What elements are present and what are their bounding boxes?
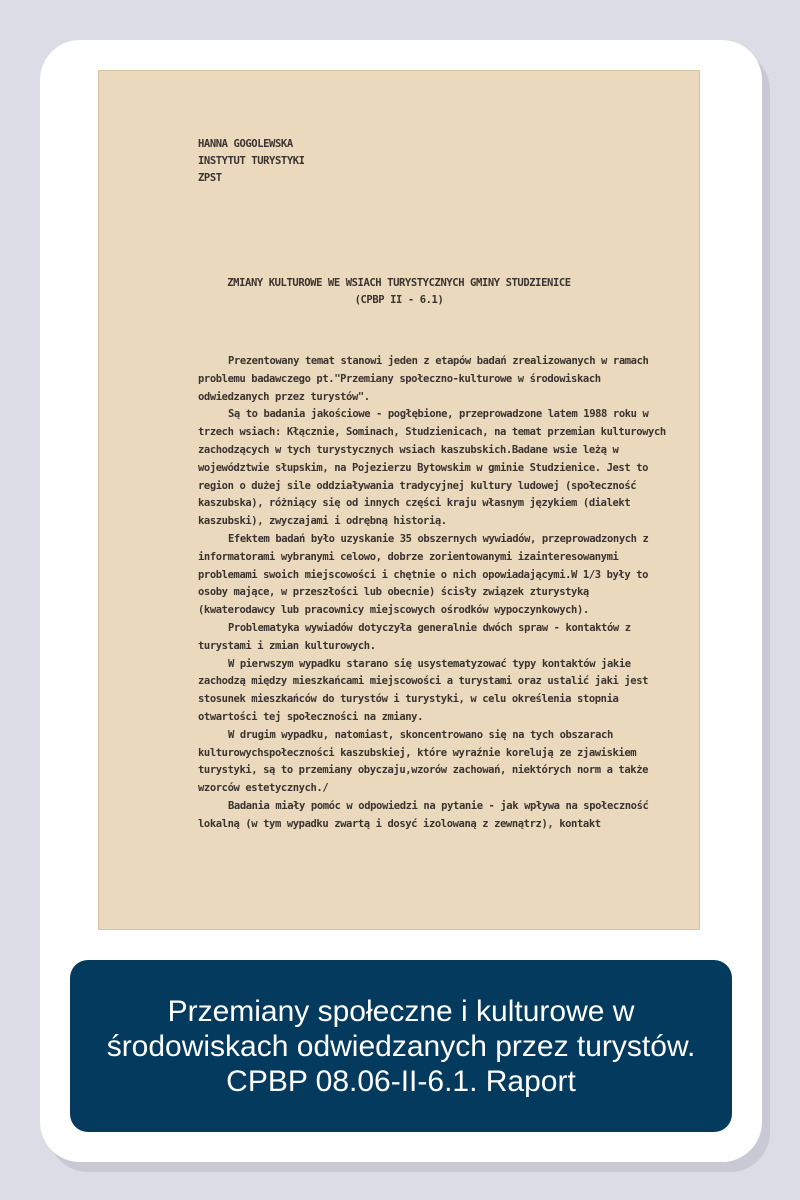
paragraph: W pierwszym wypadku starano się usystematyzować typy kontaktów jakie zachodzą między mieszkańcami miejscowości a turystami oraz ustalić jaki jest stosunek mieszkańców do turystów i turystyki, w celu określenia stopnia otwartości tej społeczności na zmiany.: [198, 657, 649, 723]
document-title-block: [98, 275, 700, 309]
caption-text: Przemiany społeczne i kulturowe w środowiskach odwiedzanych przez turystów. CPBP 08.06-II-6.1. Raport: [106, 994, 696, 1098]
author-name: HANNA GOGOLEWSKA: [198, 138, 293, 150]
paragraph: W drugim wypadku, natomiast, skoncentrowano się na tych obszarach kulturowychspołeczności kaszubskiej, które wyraźnie korelują ze zjawiskiem turystyki, są to przemiany obyczaju,wzorów zachowań, niektórych norm a także wzorców estetycznych./: [198, 728, 649, 795]
scanned-page: [98, 70, 700, 930]
paragraph: Efektem badań było uzyskanie 35 obszernych wywiadów, przeprowadzonych z informatorami wybranymi celowo, dobrze zorientowanymi izainteresowanymi problemami swoich miejscowości i chętnie o nich opowiadającymi.W 1/3 były to osoby mające, w przeszłości lub obecnie) ścisły związek zturystyką (kwaterodawcy lub pracownicy miejscowych ośrodków wypoczynkowych).: [198, 532, 649, 617]
paragraph: Prezentowany temat stanowi jeden z etapów badań zrealizowanych w ramach problemu badawczego pt."Przemiany społeczno-kulturowe w środowiskach odwiedzanych przez turystów".: [198, 355, 649, 403]
document-subtitle: (CPBP II - 6.1): [354, 294, 444, 306]
author-unit: ZPST: [198, 172, 222, 184]
author-institute: INSTYTUT TURYSTYKI: [198, 155, 305, 167]
paragraph: Problematyka wywiadów dotyczyła generalnie dwóch spraw - kontaktów z turystami i zmian kulturowych.: [198, 621, 631, 652]
caption-banner: [70, 960, 732, 1132]
paragraph: Badania miały pomóc w odpowiedzi na pytanie - jak wpływa na społeczność lokalną (w tym wypadku zwartą i dosyć izolowaną z zewnątrz), kontakt: [198, 799, 649, 830]
document-body: [198, 353, 668, 834]
paragraph: Są to badania jakościowe - pogłębione, przeprowadzone latem 1988 roku w trzech wsiach: Kłącznie, Sominach, Studzienicach, na temat przemian kulturowych zachodzących w tych turystycznych wsiach kaszubskich.Badane wsie leżą w województwie słupskim, na Pojezierzu Bytowskim w gminie Studzienice. Jest to region o dużej sile oddziaływania tradycyjnej kultury ludowej (społeczność kaszubska), różniący się od innych części kraju własnym językiem (dialekt kaszubski), zwyczajami i odrębną historią.: [198, 408, 666, 528]
author-block: [198, 136, 305, 187]
document-title: ZMIANY KULTUROWE WE WSIACH TURYSTYCZNYCH GMINY STUDZIENICE: [227, 277, 571, 289]
